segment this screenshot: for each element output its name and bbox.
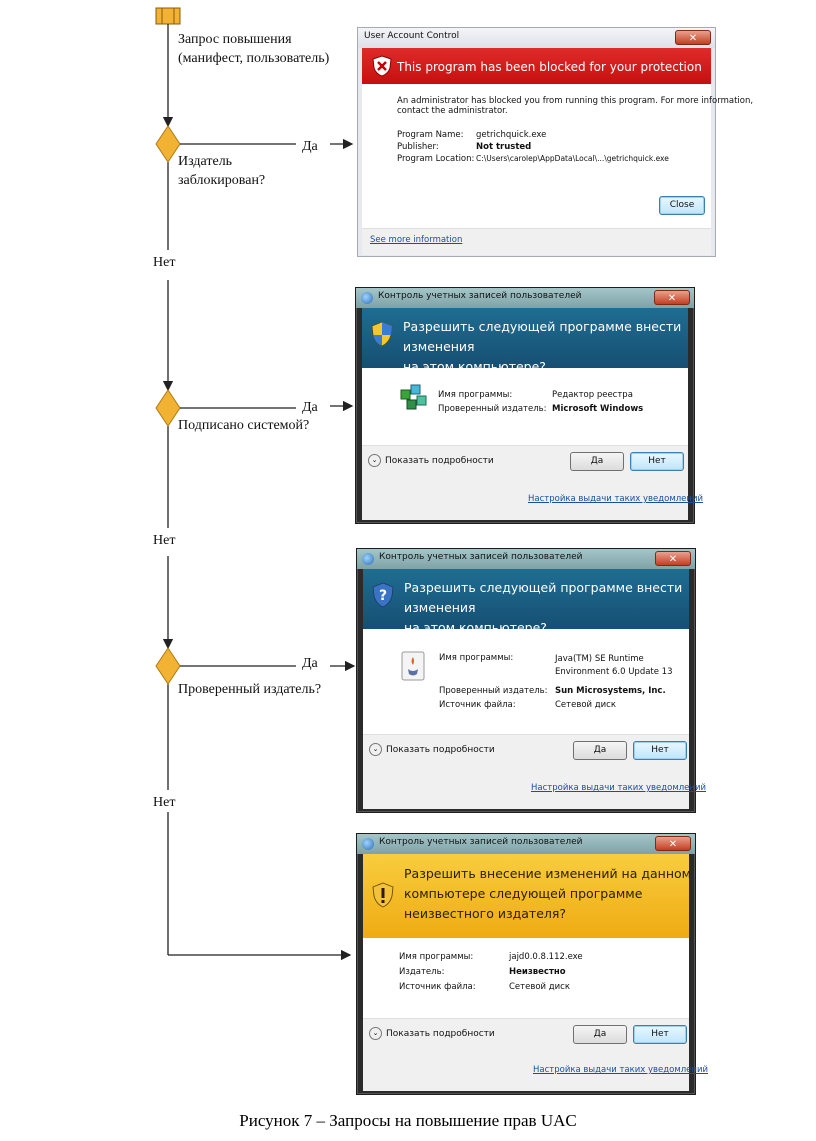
yes-label: Да	[302, 400, 318, 415]
program-name-label: Program Name:	[397, 130, 464, 140]
warning-banner	[362, 48, 711, 84]
start-label: Запрос повышения (манифест, пользователь)	[178, 32, 330, 66]
dialog-titlebar	[356, 288, 694, 308]
chevron-down-icon: ⌄	[369, 743, 382, 756]
uac-shield-icon	[371, 321, 393, 347]
file-source-value: Сетевой диск	[555, 700, 616, 710]
publisher-value: Неизвестно	[509, 967, 566, 977]
no-label: Нет	[153, 795, 176, 810]
dialog-heading: Разрешить следующей программе внести изменения на этом компьютере?	[403, 319, 682, 374]
chevron-down-icon: ⌄	[368, 454, 381, 467]
file-source-label: Источник файла:	[439, 700, 516, 710]
publisher-label: Publisher:	[397, 142, 439, 152]
no-button[interactable]: Нет	[630, 452, 684, 471]
dialog-heading: Разрешить внесение изменений на данном компьютере следующей программе неизвестного издателя?	[404, 866, 692, 921]
decision3-label: Проверенный издатель?	[178, 682, 322, 697]
show-details-toggle[interactable]: ⌄ Показать подробности	[369, 743, 495, 756]
yes-button[interactable]: Да	[573, 1025, 627, 1044]
uac-shield-icon	[362, 838, 374, 850]
uac-shield-icon	[362, 553, 374, 565]
dialog-footer	[362, 445, 704, 520]
blocked-message: An administrator has blocked you from running this program. For more information, contact the administrator.	[397, 96, 754, 116]
notification-settings-link[interactable]: Настройка выдачи таких уведомлений	[528, 494, 704, 504]
decision1-label: Издатель заблокирован?	[178, 154, 266, 188]
publisher-label: Проверенный издатель:	[438, 404, 547, 414]
uac-shield-icon	[372, 582, 394, 608]
dialog-banner	[363, 854, 692, 938]
program-location-value: C:\Users\carolep\AppData\Local\...\getrichquick.exe	[476, 154, 669, 163]
program-name-label: Имя программы:	[438, 390, 513, 400]
publisher-label: Проверенный издатель:	[439, 686, 548, 696]
no-label: Нет	[153, 533, 176, 548]
decision-diamond	[156, 648, 180, 684]
see-more-information-link[interactable]: See more information	[370, 235, 463, 245]
svg-text:?: ?	[378, 588, 388, 604]
dialog-heading: Разрешить следующей программе внести изменения на этом компьютере?	[404, 580, 683, 635]
start-block	[156, 8, 180, 24]
publisher-value: Not trusted	[476, 142, 532, 152]
uac-shield-icon	[361, 292, 373, 304]
dialog-banner	[363, 569, 689, 635]
yes-button[interactable]: Да	[573, 741, 627, 760]
dialog-banner	[362, 308, 688, 374]
show-details-toggle[interactable]: ⌄ Показать подробности	[369, 1027, 495, 1040]
publisher-value: Microsoft Windows	[552, 404, 644, 414]
decision2-label: Подписано системой?	[178, 418, 310, 433]
program-name-label: Имя программы:	[399, 952, 474, 962]
program-name-value: jajd0.0.8.112.exe	[509, 952, 583, 962]
chevron-down-icon: ⌄	[369, 1027, 382, 1040]
notification-settings-link[interactable]: Настройка выдачи таких уведомлений	[531, 783, 707, 793]
dialog-title: Контроль учетных записей пользователей	[379, 552, 583, 562]
dialog-title: Контроль учетных записей пользователей	[378, 291, 582, 301]
uac-blocked-dialog	[357, 27, 754, 257]
decision-diamond	[156, 390, 180, 426]
close-icon[interactable]: ✕	[654, 290, 690, 305]
file-source-value: Сетевой диск	[509, 982, 570, 992]
dialog-heading: This program has been blocked for your protection	[397, 60, 702, 74]
footer	[362, 228, 711, 255]
warning-shield-icon	[372, 882, 394, 908]
program-name-value: Редактор реестра	[552, 390, 633, 400]
java-app-icon	[401, 651, 425, 681]
close-icon[interactable]: ✕	[655, 836, 691, 851]
notification-settings-link[interactable]: Настройка выдачи таких уведомлений	[533, 1065, 709, 1075]
dialog-footer	[363, 734, 707, 809]
no-label: Нет	[153, 255, 176, 270]
dialog-titlebar	[357, 834, 695, 854]
no-button[interactable]: Нет	[633, 1025, 687, 1044]
publisher-value: Sun Microsystems, Inc.	[555, 686, 666, 696]
dialog-titlebar	[358, 28, 715, 48]
yes-label: Да	[302, 139, 318, 154]
dialog-title: Контроль учетных записей пользователей	[379, 837, 583, 847]
figure-caption: Рисунок 7 – Запросы на повышение прав UAC	[239, 1111, 577, 1130]
program-name-value: getrichquick.exe	[476, 130, 547, 140]
file-source-label: Источник файла:	[399, 982, 476, 992]
publisher-label: Издатель:	[399, 967, 445, 977]
close-icon[interactable]: ✕	[675, 30, 711, 45]
yes-button[interactable]: Да	[570, 452, 624, 471]
yes-label: Да	[302, 656, 318, 671]
dialog-titlebar	[357, 549, 695, 569]
no-button[interactable]: Нет	[633, 741, 687, 760]
uac-system-dialog	[355, 287, 704, 524]
dialog-footer	[363, 1018, 709, 1091]
close-button[interactable]: Close	[659, 196, 705, 215]
program-name-label: Имя программы:	[439, 653, 514, 663]
blocked-shield-icon	[372, 55, 392, 77]
show-details-toggle[interactable]: ⌄ Показать подробности	[368, 454, 494, 467]
close-icon[interactable]: ✕	[655, 551, 691, 566]
uac-unknown-dialog	[356, 833, 709, 1095]
registry-editor-icon	[398, 382, 428, 416]
decision-diamond	[156, 126, 180, 162]
program-location-label: Program Location:	[397, 154, 475, 164]
dialog-title: User Account Control	[364, 31, 460, 41]
program-name-value: Java(TM) SE Runtime Environment 6.0 Update 13	[555, 654, 673, 677]
uac-verified-dialog	[356, 548, 707, 813]
